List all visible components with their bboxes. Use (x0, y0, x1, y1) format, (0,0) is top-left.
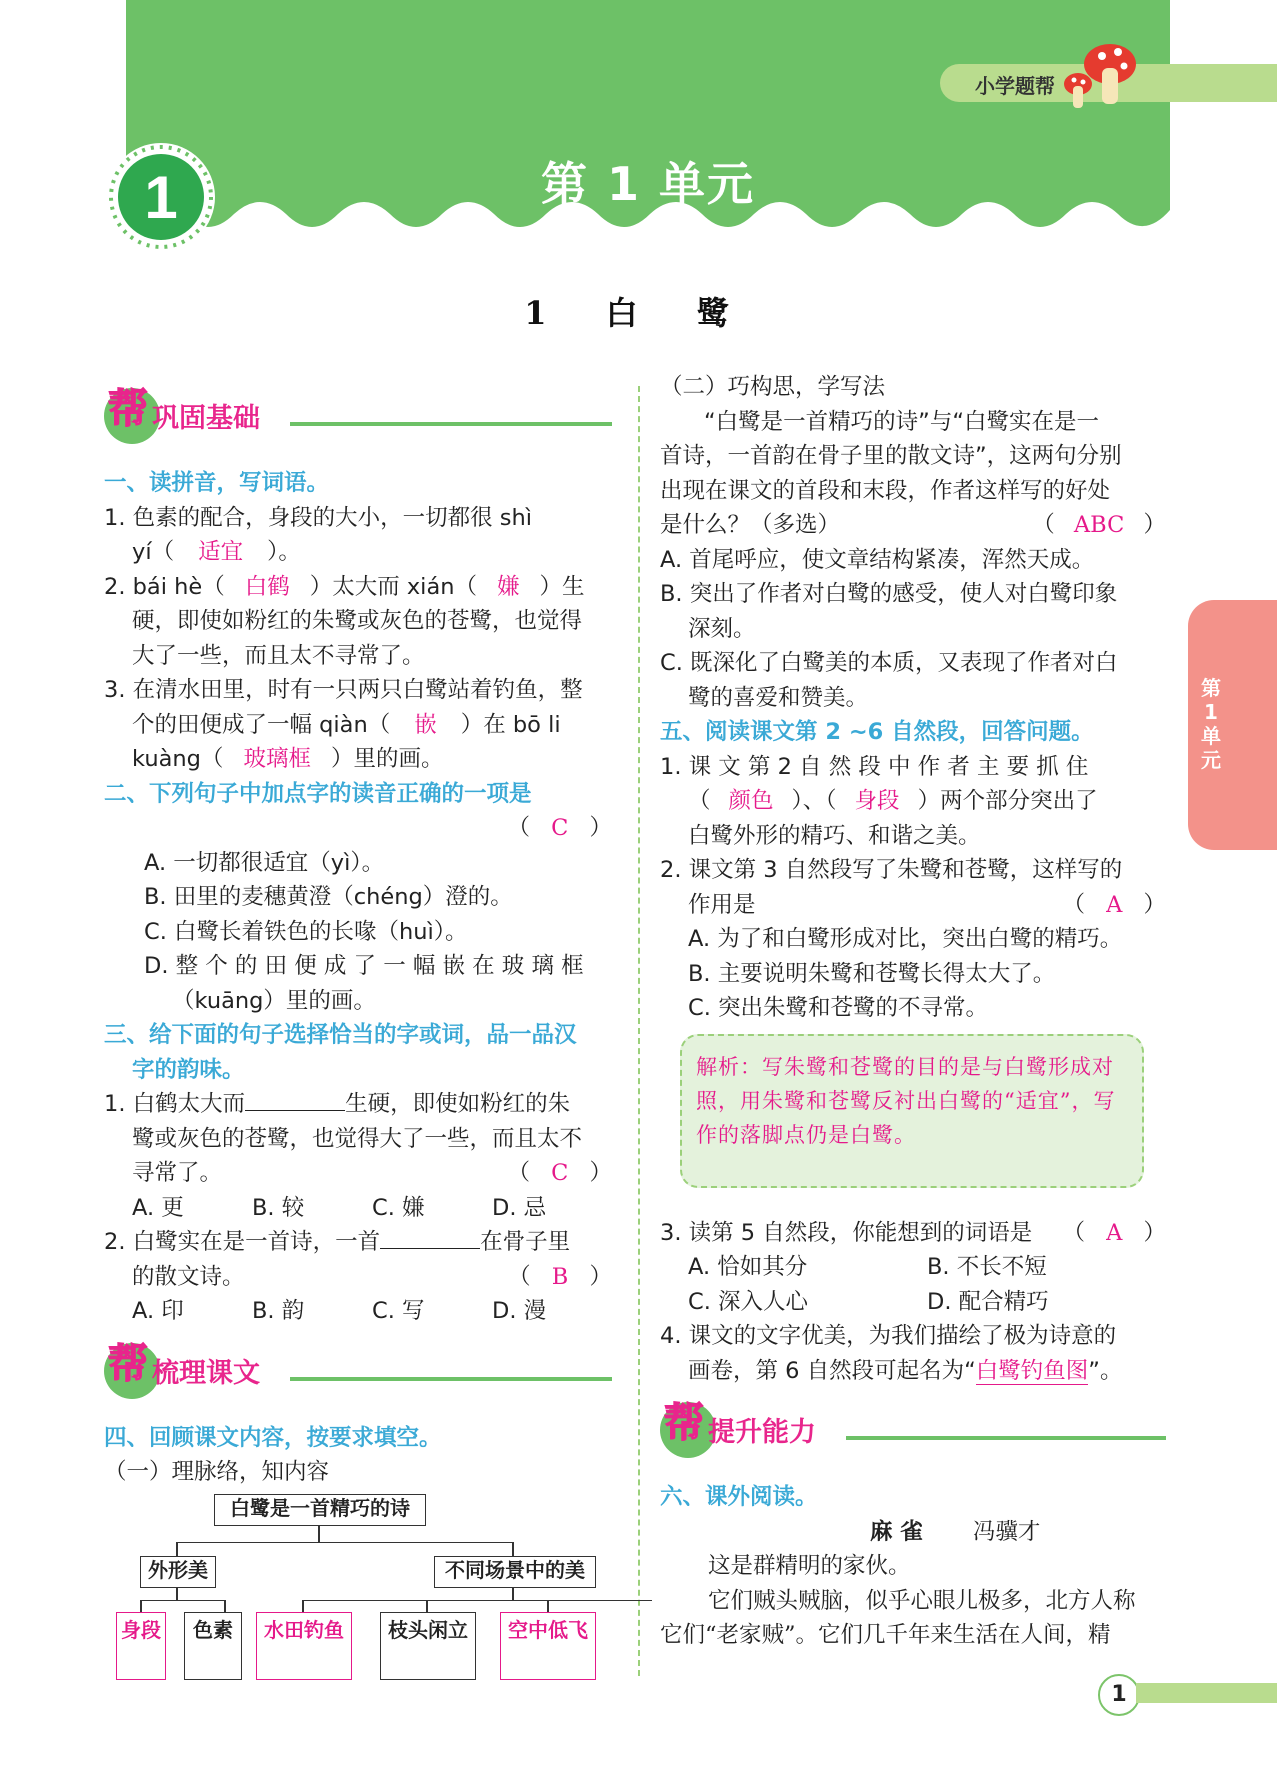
text-q5-item1-a: 1. 课 文 第 2 自 然 段 中 作 者 主 要 抓 住 (660, 753, 1089, 780)
text-q5-item4-b: 画卷，第 6 自然段可起名为“ (688, 1357, 976, 1384)
q1-item3: 3. 在清水田里，时有一只两只白鹭站着钓鱼，整 (104, 677, 583, 703)
text-q6-para1: 这是群精明的家伙。 (708, 1553, 911, 1579)
q4-title: 四、回顾课文内容，按要求填空。 (104, 1424, 442, 1451)
text-q1-item1-c: ）。 (267, 539, 301, 565)
right-column: （二）巧构思，学写法 “白鹭是一首精巧的诗”与“白鹭实在是一 首诗，一首韵在骨子里的散文诗”，这两句分别 出现在课文的首段和末段，作者这样写的好处 是什么？（多选） （ ABC ） A. 首尾呼应，使文章结构紧凑，浑然天成。 B. 突出了作者对白鹭的感受，使人对白鹭印象 深刻。 C. 既深化了白鹭美的本质，又表现了作者对白 鹭的喜爱和赞美。 五、阅读课文第 2 ~6 自然段，回答问题。 1. 课 文 第 2 自 然 段 中 作 者 主 要 抓 住 （ 颜色 ）、（ 身段 ）两个部分突出了 白鹭外形的精巧、和谐之美。 2. 课文第 3 自然段写了朱鹭和苍鹭，这样写的 作用是 （ A ） A. 为了和白鹭形成对比，突出白鹭的精巧。 B. 主要说明朱鹭和苍鹭长得太大了。 C. 突出朱鹭和苍鹭的不寻常。 解析：写朱鹭和苍鹭的目的是与白鹭形成对照，用朱鹭和苍鹭反衬出白鹭的“适宜”，写作的落脚点仍是白鹭。 3. 读第 5 自然段，你能想到的词语是 （ A ） A. 恰如其分 B. 不长不短 C. 深入人心 D. 配合精巧 4. 课文的文字优美，为我们描绘了极为诗意的 画卷，第 6 自然段可起名为“白鹭钓鱼图”。 帮 提升能力 六、课外阅读。 麻 雀 冯骥才 这是群精明的家伙。 它们贼头贼脑，似乎心眼儿极多，北方人称 它们“老家贼”。它们几千年来生活在人间，精 (660, 370, 1166, 1653)
text-q1-item3-e: ）里的画。 (330, 746, 444, 772)
text-q5-item2-ans: A (1106, 891, 1123, 918)
text-q2-opt-d1: D. 整 个 的 田 便 成 了 一 幅 嵌 在 玻 璃 框 (144, 953, 584, 979)
page-number-bar (1136, 1683, 1277, 1703)
text-q5-item2-opt-b: B. 主要说明朱鹭和苍鹭长得太大了。 (688, 960, 1056, 987)
answer: 适宜 (198, 539, 244, 565)
text-q5-item4-a: 4. 课文的文字优美，为我们描绘了极为诗意的 (660, 1323, 1117, 1349)
text-q1-item2-b: ）太大而 xián（ (309, 573, 477, 600)
text-q1-item1-b: yí（ (132, 539, 175, 565)
mushroom-icon (1062, 38, 1142, 112)
text-q2-opt-b: B. 田里的麦穗黄澄（chéng）澄的。 (144, 884, 513, 910)
text-sections-review-title-a: 帮 (108, 1340, 148, 1387)
text-q3-item1-b: 生硬，即使如粉红的朱 (345, 1091, 571, 1117)
text-q1-item3-b: 个的田便成了一幅 qiàn（ (132, 711, 391, 738)
tree-leaf: 水田钓鱼 (256, 1612, 352, 1680)
text-q4-para-a: “白鹭是一首精巧的诗”与“白鹭实在是一 (704, 408, 1099, 435)
text-q3-item2-c: 的散文诗。 (132, 1263, 245, 1290)
side-unit-tab-label: 第1单元 (1201, 676, 1221, 772)
lesson-title: 1 白 鹭 (524, 294, 753, 332)
text-q1-item3-ans2: 玻璃框 (243, 746, 311, 772)
section-header-basics (104, 384, 612, 454)
text-q5-item2-a: 2. 课文第 3 自然段写了朱鹭和苍鹭，这样写的 (660, 857, 1123, 883)
text-q1-item2-ans2: 嫌 (497, 573, 520, 600)
text-q2-opt-a: A. 一切都很适宜（yì）。 (144, 849, 385, 876)
text-q5-item3-opts-2: C. 深入人心 (688, 1288, 809, 1315)
text-q1-item1-a: 1. 色素的配合，身段的大小，一切都很 shì (104, 504, 533, 531)
tree-leaf: 枝头闲立 (380, 1612, 476, 1680)
q2-answer: C (551, 815, 569, 841)
text-q3-item1-opts-0: A. 更 (132, 1194, 184, 1221)
q1-item1 (104, 501, 612, 536)
q3-item1-options (104, 1191, 612, 1226)
text-q3-item1-d: 寻常了。 (132, 1160, 223, 1186)
text-q3-item2-ans: B (551, 1263, 569, 1290)
text-q3-title-b: 字的韵味。 (132, 1056, 245, 1083)
text-q1-item2-ans1: 白鹤 (244, 573, 290, 600)
text-sections-ability-title-b: 提升能力 (708, 1417, 816, 1448)
text-q4-para-b: 首诗，一首韵在骨子里的散文诗”，这两句分别 (660, 443, 1122, 469)
text-q2-opt-c: C. 白鹭长着铁色的长喙（huì）。 (144, 918, 468, 945)
text-sections-review-title-b: 梳理课文 (152, 1357, 260, 1389)
text-q5-item1-b: 两个部分突出了 (940, 788, 1098, 814)
text-q3-item1-c: 鹭或灰色的苍鹭，也觉得大了一些，而且太不 (132, 1125, 583, 1152)
text-q3-item1-opts-1: B. 较 (252, 1194, 305, 1221)
text-q1-item3-ans1: 嵌 (414, 711, 437, 738)
text-q1-item3-c: ）在 bō li (460, 711, 561, 738)
text-q5-item3-ans: A (1106, 1219, 1123, 1246)
text-q4-sub1: （一）理脉络，知内容 (104, 1459, 330, 1485)
text-q4-para-c: 出现在课文的首段和末段，作者这样写的好处 (660, 477, 1111, 504)
text-q5-item4-c: ”。 (1088, 1357, 1123, 1384)
q6-title: 六、课外阅读。 (660, 1484, 818, 1510)
section-header-ability (660, 1398, 1166, 1468)
q3-item2-options (104, 1294, 612, 1329)
text-q1-item2-e: 大了一些，而且太不寻常了。 (132, 642, 425, 669)
text-q1-item3-d: kuàng（ (132, 746, 224, 772)
analysis-text: 解析：写朱鹭和苍鹭的目的是与白鹭形成对照，用朱鹭和苍鹭反衬出白鹭的“适宜”，写作的落脚点仍是白鹭。 (696, 1054, 1116, 1147)
content-tree-diagram (104, 1490, 612, 1690)
text-q2-opt-d2: （kuāng）里的画。 (172, 987, 376, 1014)
text-q5-item1-c: 白鹭外形的精巧、和谐之美。 (688, 822, 981, 849)
text-q1-item2-d: 硬，即使如粉红的朱鹭或灰色的苍鹭，也觉得 (132, 608, 583, 634)
section-header-review (104, 1339, 612, 1409)
text-q5-item1-ans2: 身段 (854, 788, 900, 814)
left-column: 帮 巩固基础 一、读拼音，写词语。 1. 色素的配合，身段的大小，一切都很 shì yí（ 适宜 ）。 2. bái hè（ 白鹤 ）太大而 xián（ 嫌 ）生 硬，即使如粉红的朱鹭或灰色的苍鹭，也觉得 大了一些，而且太不寻常了。 3. 在清水田里，时有一只两只白鹭站着钓鱼，整 个的田便成了一幅 qiàn（ 嵌 ）在 bō li kuàng（ 玻璃框 ）里的画。 二、下列句子中加点字的读音正确的一项是 （ C ） A. 一切都很适宜（yì）。 B. 田里的麦穗黄澄（chéng）澄的。 C. 白鹭长着铁色的长喙（huì）。 D. 整 个 的 田 便 成 了 一 幅 嵌 在 玻 璃 框 （kuāng）里的画。 三、给下面的句子选择恰当的字或词，品一品汉 字的韵味。 1. 白鹤太大而 生硬，即使如粉红的朱 鹭或灰色的苍鹭，也觉得大了一些，而且太不 寻常了。 （ C ） A. 更 B. 较 C. 嫌 D. 忌 2. 白鹭实在是一首诗，一首 在骨子里 的散文诗。 （ B ） A. 印 B. 韵 C. 写 D. 漫 帮 梳理课文 四、回顾课文内容，按要求填空。 （一）理脉络，知内容 白鹭是一首精巧的诗 外形美 不同场景中的美 身段 色素 水田钓鱼 枝头闲立 空中低飞 (104, 380, 612, 1690)
q3-title: 三、给下面的句子选择恰当的字或词，品一品汉 (104, 1022, 577, 1048)
text-q3-item1-a: 1. 白鹤太大而 (104, 1091, 246, 1117)
tree-leaf: 色素 (184, 1612, 242, 1680)
text-q1-item2-a: 2. bái hè（ (104, 573, 225, 600)
tree-leaf: 身段 (116, 1612, 166, 1680)
unit-title: 第 1 单元 (540, 157, 756, 211)
text-q6-para2-b: 它们“老家贼”。它们几千年来生活在人间，精 (660, 1622, 1111, 1648)
text-q3-item1-opts-2: C. 嫌 (372, 1194, 425, 1221)
text-q3-item1-ans: C (551, 1160, 569, 1186)
tree-root: 白鹭是一首精巧的诗 (214, 1494, 426, 1526)
text-q6-para2-a: 它们贼头贼脑，似乎心眼儿极多，北方人称 (708, 1587, 1136, 1614)
text-sections-basics-title-a: 帮 (108, 386, 148, 432)
text-q5-item4-ans: 白鹭钓鱼图 (975, 1357, 1089, 1384)
q5-title: 五、阅读课文第 2 ~6 自然段，回答问题。 (660, 719, 1094, 745)
q2-title: 二、下列句子中加点字的读音正确的一项是 (104, 780, 532, 807)
text-q5-item2-opt-c: C. 突出朱鹭和苍鹭的不寻常。 (688, 995, 989, 1021)
unit-number: 1 (144, 164, 178, 231)
text-q4-opt-b2: 深刻。 (688, 615, 756, 642)
brand-name: 小学题帮 (975, 74, 1055, 98)
text-q5-item3-opts-3: D. 配合精巧 (927, 1288, 1049, 1315)
text-q5-item3-opts-0: A. 恰如其分 (688, 1254, 808, 1280)
side-unit-tab (1188, 600, 1277, 850)
q1-title: 一、读拼音，写词语。 (104, 470, 330, 496)
text-q5-item1-ans1: 颜色 (728, 788, 774, 814)
text-sections-basics-title-b: 巩固基础 (152, 403, 260, 434)
text-q3-item2-opts-0: A. 印 (132, 1298, 184, 1324)
text-q5-item2-opt-a: A. 为了和白鹭形成对比，突出白鹭的精巧。 (688, 926, 1123, 952)
article-title: 麻 雀 (870, 1518, 923, 1545)
article-author: 冯骥才 (972, 1518, 1041, 1545)
text-q3-item2-b: 在骨子里 (480, 1229, 571, 1255)
page-number: 1 (1098, 1674, 1140, 1716)
q1-item2 (104, 570, 612, 605)
text-q4-sub2: （二）巧构思，学写法 (660, 374, 886, 400)
text-q4-opt-c2: 鹭的喜爱和赞美。 (688, 684, 869, 711)
text-q3-item2-opts-2: C. 写 (372, 1298, 425, 1324)
text-q5-item2-b: 作用是 (688, 891, 756, 918)
tree-left: 外形美 (140, 1556, 216, 1588)
text-q1-item2-c: ）生 (539, 573, 585, 600)
text-q4-opt-a: A. 首尾呼应，使文章结构紧凑，浑然天成。 (660, 546, 1095, 573)
text-q4-opt-b1: B. 突出了作者对白鹭的感受，使人对白鹭印象 (660, 581, 1118, 607)
text-q3-item2-a: 2. 白鹭实在是一首诗，一首 (104, 1229, 381, 1255)
column-divider (638, 386, 640, 1676)
text-q3-item1-opts-3: D. 忌 (492, 1194, 547, 1221)
tree-right: 不同场景中的美 (434, 1556, 596, 1588)
tree-leaf: 空中低飞 (500, 1612, 596, 1680)
text-q5-item3-a: 3. 读第 5 自然段，你能想到的词语是 (660, 1219, 1033, 1246)
text-q4-para-d: 是什么？（多选） (660, 512, 841, 538)
text-q3-item2-opts-1: B. 韵 (252, 1298, 305, 1324)
analysis-box (680, 1034, 1144, 1188)
q4-answer: ABC (1073, 512, 1125, 538)
text-q3-item2-opts-3: D. 漫 (492, 1298, 547, 1324)
text-q4-opt-c1: C. 既深化了白鹭美的本质，又表现了作者对白 (660, 650, 1118, 676)
text-sections-ability-title-a: 帮 (664, 1400, 704, 1446)
text-q5-item3-opts-1: B. 不长不短 (927, 1254, 1047, 1280)
